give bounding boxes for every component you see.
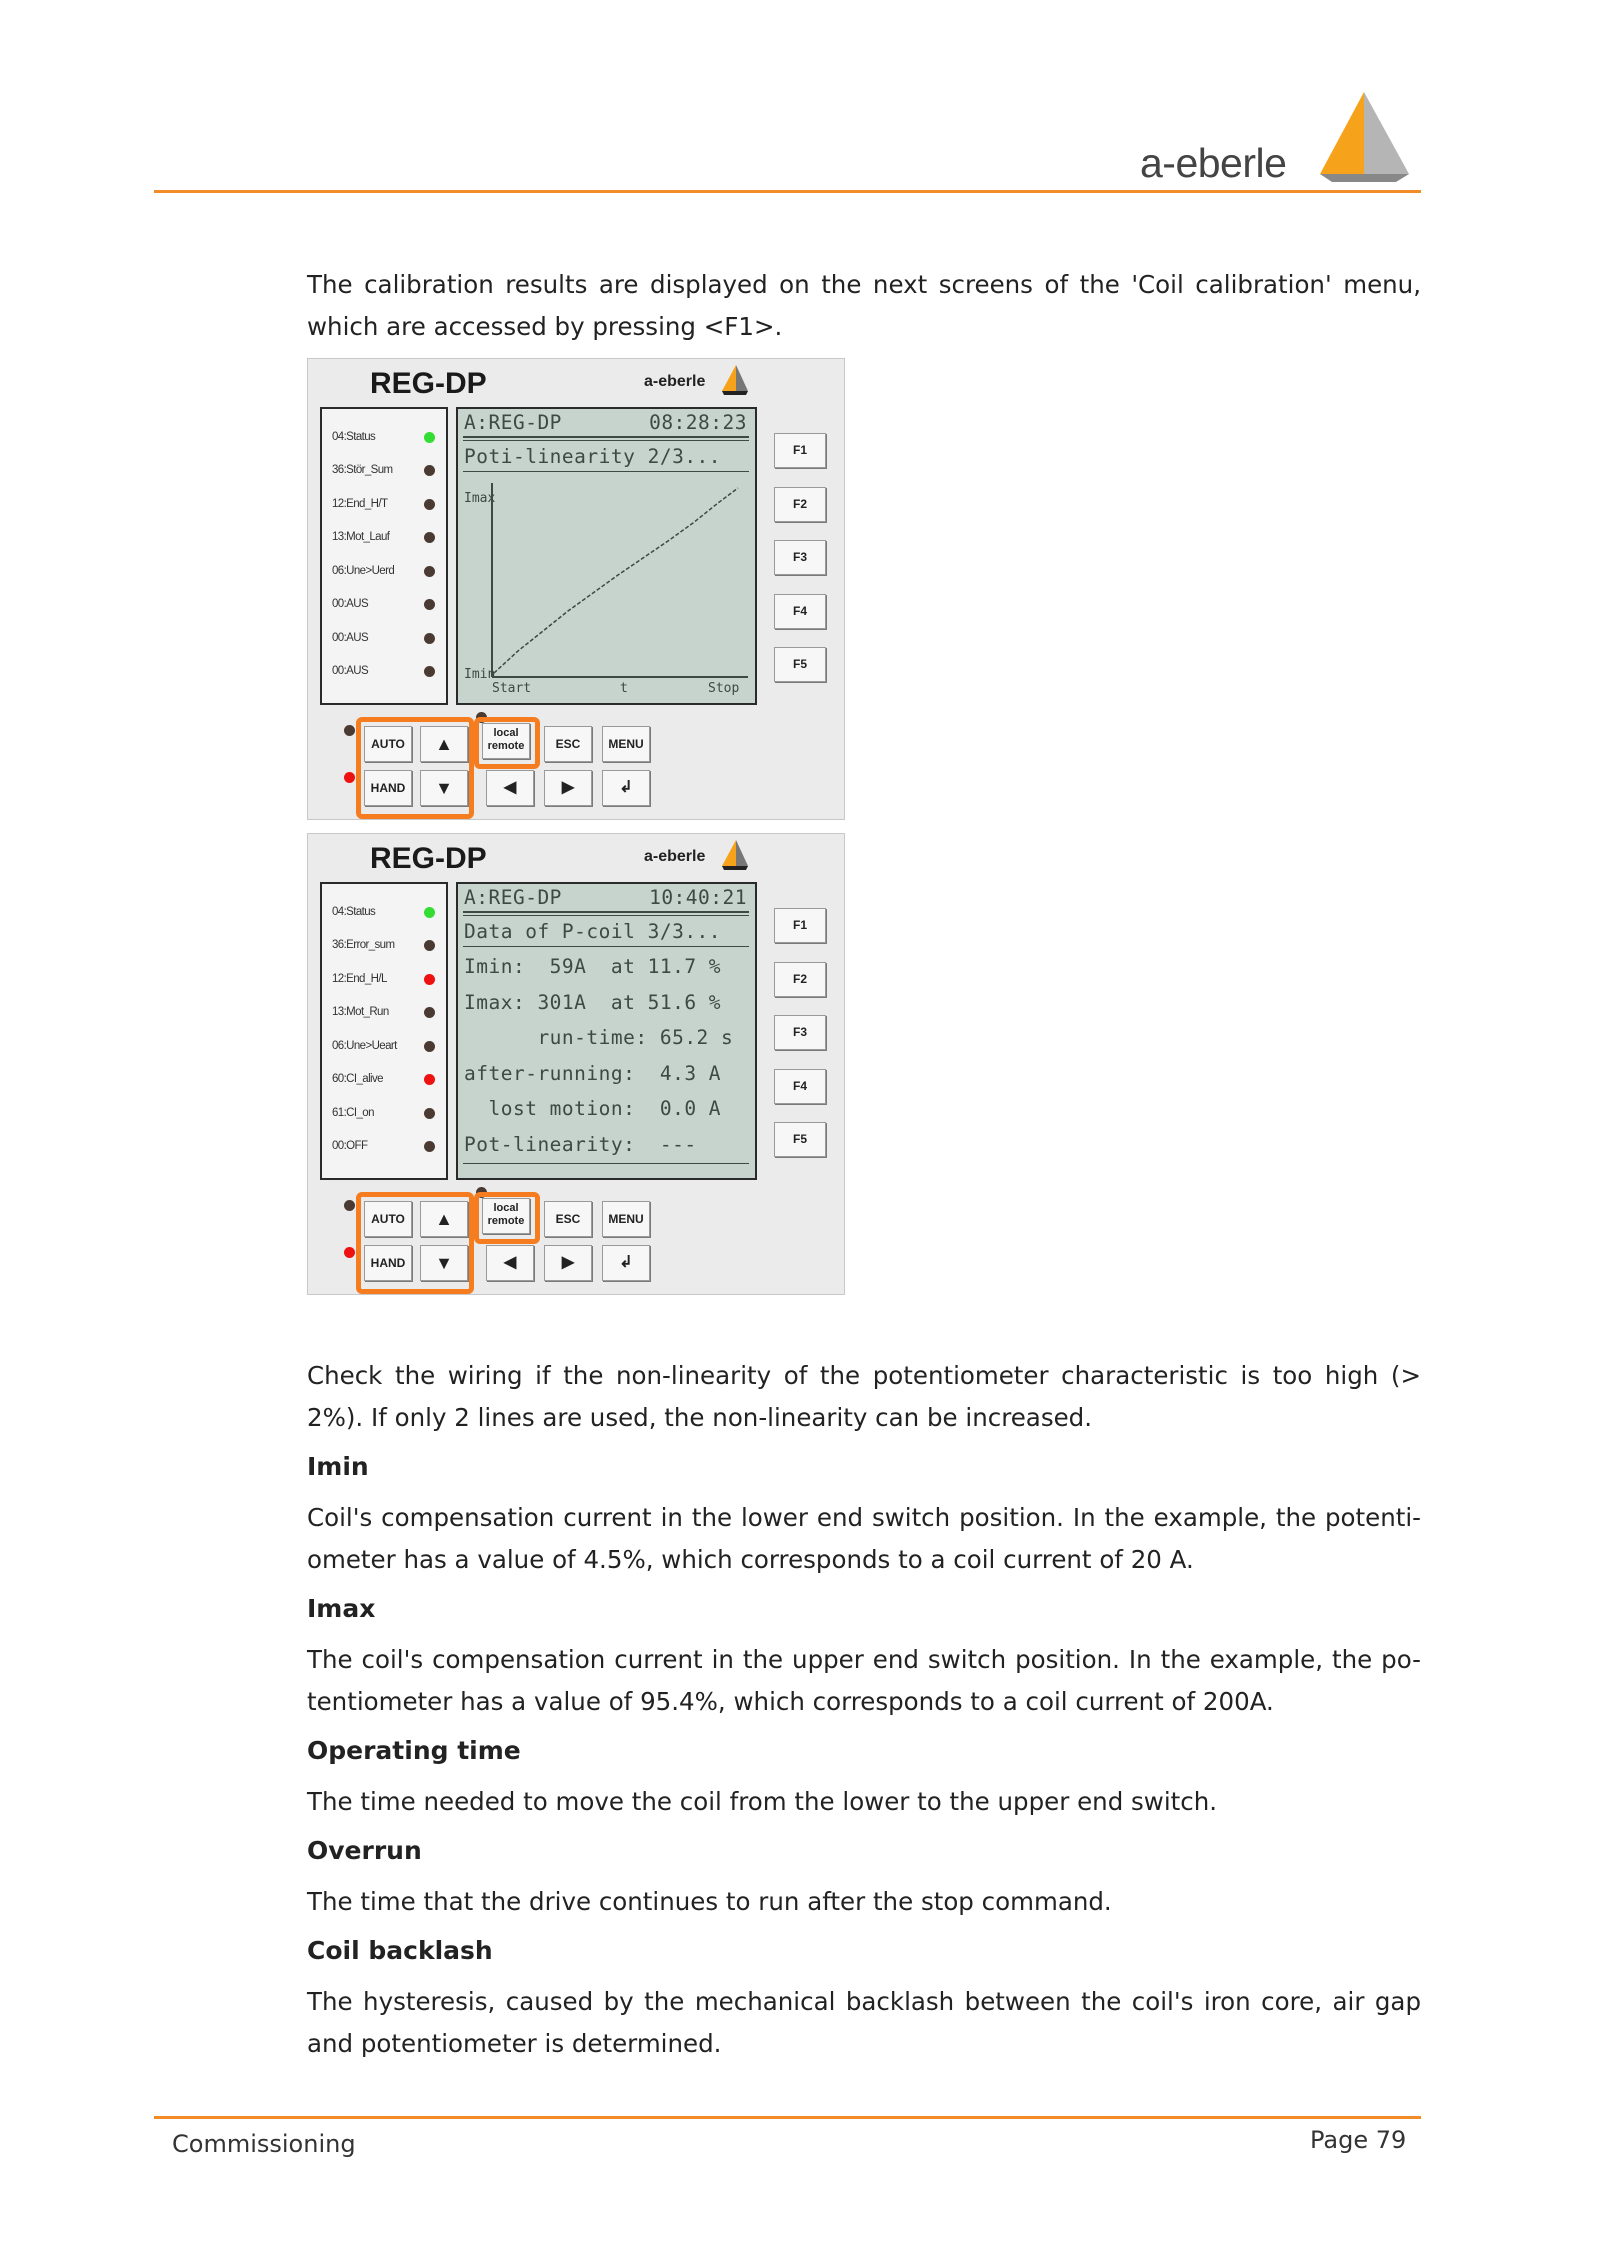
led-label: 12:End_H/L (332, 973, 387, 985)
overrun-paragraph: The time that the drive continues to run after the stop command. (307, 1887, 1112, 1916)
intro-paragraph: The calibration results are displayed on the next screens of the 'Coil calibration' menu, which are accessed by pressing <F1>. (307, 270, 1421, 341)
lcd-title: Poti-linearity 2/3... (464, 445, 722, 468)
device-brand (644, 373, 705, 391)
esc-button[interactable]: ESC (544, 726, 592, 762)
led-row (322, 596, 446, 616)
led-row (322, 1038, 446, 1058)
led-label: 00:AUS (332, 598, 369, 610)
led-row (322, 563, 446, 583)
device-brand (644, 848, 705, 866)
auto-button[interactable]: AUTO (364, 726, 412, 762)
led-label: 36:Error_sum (332, 939, 395, 951)
page-number: Page 79 (1310, 2126, 1407, 2154)
led-label: 13:Mot_Run (332, 1006, 389, 1018)
device-panel-coil-data (307, 833, 845, 1295)
local-remote-button[interactable] (482, 1198, 530, 1234)
led-row (322, 904, 446, 924)
hand-button[interactable]: HAND (364, 1245, 412, 1281)
brand-logo (1140, 92, 1420, 184)
led-label: 36:Stör_Sum (332, 464, 393, 476)
hand-indicator (344, 772, 355, 783)
status-led (424, 499, 435, 510)
local-remote-button[interactable] (482, 723, 530, 759)
status-led (424, 1007, 435, 1018)
up-arrow-button[interactable]: ▲ (420, 726, 468, 762)
graph-x-mid-label: t (620, 681, 628, 696)
led-row (322, 429, 446, 449)
imax-paragraph: The coil's compensation current in the upper end switch position. In the example, the po-tentiometer has a value of 95.4%, which corresponds to a coil current of 200A. (307, 1645, 1421, 1716)
lcd-display (456, 407, 757, 705)
led-label: 04:Status (332, 906, 376, 918)
lcd-device-name: A:REG-DP (464, 411, 562, 434)
esc-button[interactable]: ESC (544, 1201, 592, 1237)
brand-triangle-icon (1304, 92, 1412, 184)
status-led (424, 1141, 435, 1152)
operating-time-paragraph: The time needed to move the coil from the lower to the upper end switch. (307, 1787, 1218, 1816)
enter-button[interactable]: ↲ (602, 1245, 650, 1281)
led-label: 13:Mot_Lauf (332, 531, 390, 543)
device-title: REG-DP (370, 842, 487, 875)
f2-button[interactable]: F2 (774, 962, 826, 997)
graph-x-stop-label: Stop (708, 681, 740, 696)
right-arrow-button[interactable]: ▶ (544, 1245, 592, 1281)
menu-button[interactable]: MENU (602, 1201, 650, 1237)
lcd-rule (463, 911, 749, 913)
poti-linearity-graph (458, 473, 755, 699)
led-row (322, 496, 446, 516)
led-row (322, 529, 446, 549)
header-rule (154, 190, 1421, 193)
imin-paragraph: Coil's compensation current in the lower end switch position. In the example, the potenti-ometer has a value of 4.5%, which corresponds to a coil current of 20 A. (307, 1503, 1421, 1574)
device-brand-triangle-icon (716, 363, 750, 397)
left-arrow-button[interactable]: ◀ (486, 1245, 534, 1281)
brand-logo-text: a-eberle (1140, 140, 1287, 186)
status-led (424, 432, 435, 443)
status-led (424, 633, 435, 644)
lcd-rule (463, 471, 749, 472)
lcd-line: after-running: 4.3 A (464, 1062, 722, 1085)
lcd-rule (463, 915, 749, 916)
lcd-line: run-time: 65.2 s (464, 1026, 734, 1049)
lcd-line: Imin: 59A at 11.7 % (464, 955, 722, 978)
remote-label: remote (487, 740, 525, 752)
auto-indicator (344, 725, 355, 736)
enter-button[interactable]: ↲ (602, 770, 650, 806)
overrun-heading: Overrun (307, 1836, 422, 1865)
led-label: 06:Une>Ueart (332, 1040, 397, 1052)
led-row (322, 971, 446, 991)
device-brand-text: a-eberle (644, 373, 706, 390)
f1-button[interactable]: F1 (774, 908, 826, 943)
device-brand-triangle-icon (716, 838, 750, 872)
status-led (424, 465, 435, 476)
device-title: REG-DP (370, 367, 487, 400)
status-led (424, 666, 435, 677)
lcd-line: Data of P-coil 3/3... (464, 920, 722, 943)
left-arrow-button[interactable]: ◀ (486, 770, 534, 806)
footer-section: Commissioning (172, 2130, 356, 2158)
lcd-header (464, 886, 749, 909)
status-led (424, 974, 435, 985)
coil-backlash-heading: Coil backlash (307, 1936, 493, 1965)
lcd-device-name: A:REG-DP (464, 886, 562, 909)
auto-indicator (344, 1200, 355, 1211)
f3-button[interactable]: F3 (774, 540, 826, 575)
down-arrow-button[interactable]: ▼ (420, 770, 468, 806)
lcd-display (456, 882, 757, 1180)
lcd-line: lost motion: 0.0 A (464, 1097, 722, 1120)
lcd-clock: 08:28:23 (649, 411, 747, 434)
f5-button[interactable]: F5 (774, 647, 826, 682)
lcd-line: Pot-linearity: --- (464, 1133, 697, 1156)
lcd-rule (463, 436, 749, 438)
led-label: 00:AUS (332, 632, 369, 644)
hand-indicator (344, 1247, 355, 1258)
lcd-rule (463, 946, 749, 947)
f4-button[interactable]: F4 (774, 1069, 826, 1104)
auto-button[interactable]: AUTO (364, 1201, 412, 1237)
led-row (322, 630, 446, 650)
led-row (322, 1138, 446, 1158)
led-label: 12:End_H/T (332, 498, 388, 510)
status-led (424, 566, 435, 577)
status-led (424, 599, 435, 610)
led-row (322, 462, 446, 482)
f3-button[interactable]: F3 (774, 1015, 826, 1050)
led-row (322, 937, 446, 957)
lcd-rule (463, 440, 749, 441)
graph-ymin-label: Imin (464, 667, 496, 682)
local-label: local (493, 1202, 519, 1214)
status-led (424, 532, 435, 543)
led-row (322, 1071, 446, 1091)
right-arrow-button[interactable]: ▶ (544, 770, 592, 806)
status-led (424, 907, 435, 918)
imax-heading: Imax (307, 1594, 376, 1623)
lcd-rule (463, 1163, 749, 1164)
led-panel (320, 882, 448, 1180)
led-label: 04:Status (332, 431, 376, 443)
graph-x-start-label: Start (492, 681, 532, 696)
remote-label: remote (487, 1215, 525, 1227)
f4-button[interactable]: F4 (774, 594, 826, 629)
led-label: 61:CI_on (332, 1107, 374, 1119)
device-brand-text: a-eberle (644, 848, 706, 865)
lcd-header (464, 411, 749, 434)
status-led (424, 940, 435, 951)
local-label: local (493, 727, 519, 739)
f1-button[interactable]: F1 (774, 433, 826, 468)
led-row (322, 1105, 446, 1125)
status-led (424, 1041, 435, 1052)
led-row (322, 1004, 446, 1024)
status-led (424, 1108, 435, 1119)
operating-time-heading: Operating time (307, 1736, 521, 1765)
led-row (322, 663, 446, 683)
wiring-paragraph: Check the wiring if the non-linearity of the potentiometer characteristic is too high (> 2%). If only 2 lines are used, the non-linearity can be increased. (307, 1361, 1421, 1432)
led-panel (320, 407, 448, 705)
coil-backlash-paragraph: The hysteresis, caused by the mechanical backlash between the coil's iron core, air gap and potentiometer is determined. (307, 1987, 1421, 2058)
graph-ymax-label: Imax (464, 491, 496, 506)
hand-button[interactable]: HAND (364, 770, 412, 806)
lcd-clock: 10:40:21 (649, 886, 747, 909)
imin-heading: Imin (307, 1452, 369, 1481)
status-led (424, 1074, 435, 1085)
f2-button[interactable]: F2 (774, 487, 826, 522)
led-label: 00:OFF (332, 1140, 368, 1152)
down-arrow-button[interactable]: ▼ (420, 1245, 468, 1281)
menu-button[interactable]: MENU (602, 726, 650, 762)
led-label: 06:Une>Uerd (332, 565, 395, 577)
device-panel-poti-linearity (307, 358, 845, 820)
lcd-line: Imax: 301A at 51.6 % (464, 991, 722, 1014)
led-label: 60:CI_alive (332, 1073, 383, 1085)
led-label: 00:AUS (332, 665, 369, 677)
f5-button[interactable]: F5 (774, 1122, 826, 1157)
up-arrow-button[interactable]: ▲ (420, 1201, 468, 1237)
footer-rule (154, 2116, 1421, 2119)
